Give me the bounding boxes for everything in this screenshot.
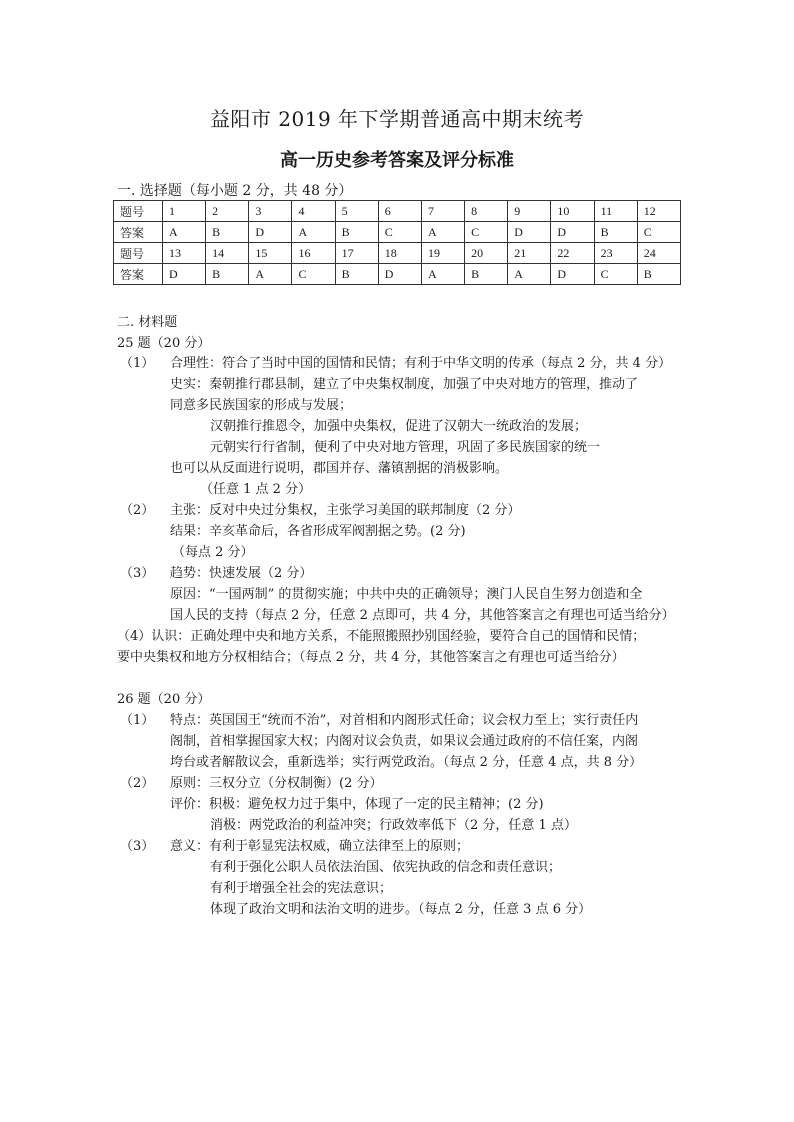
table-cell: D [249,222,292,243]
table-cell: 6 [378,201,421,222]
q26-part1-line: 阁制，首相掌握国家大权；内阁对议会负责，如果议会通过政府的不信任案，内阁 [170,734,639,749]
table-cell: 24 [637,243,680,264]
table-cell: B [465,264,508,285]
table-cell: C [594,264,637,285]
q26-part2-line: 评价：积极：避免权力过于集中，体现了一定的民主精神；(2 分) [170,797,544,812]
table-cell: D [508,222,551,243]
q25-part2-line: （每点 2 分） [172,545,254,560]
table-cell: 2 [206,201,249,222]
table-cell: 14 [206,243,249,264]
table-cell: 18 [378,243,421,264]
q26-part3-line: 有利于增强全社会的宪法意识； [210,881,393,896]
table-cell: A [249,264,292,285]
table-cell: 1 [163,201,206,222]
table-row-question-2 [114,243,681,264]
table-cell: A [292,222,335,243]
table-cell: B [637,264,680,285]
table-cell: 19 [421,243,464,264]
q25-heading: 25 题（20 分） [117,336,211,351]
table-cell: D [551,264,594,285]
table-cell: B [335,222,378,243]
q26-part3-number: （3） [120,839,155,854]
table-cell: 10 [551,201,594,222]
row-label-question: 题号 [114,243,163,264]
q26-heading: 26 题（20 分） [117,692,211,707]
q25-part2-line: 主张：反对中央过分集权，主张学习美国的联邦制度（2 分） [170,503,521,518]
table-cell: 16 [292,243,335,264]
table-cell: 15 [249,243,292,264]
table-cell: 9 [508,201,551,222]
row-label-question: 题号 [114,201,163,222]
q25-part1-line: 合理性：符合了当时中国的国情和民情；有利于中华文明的传承（每点 2 分，共 4 分） [170,356,672,371]
q25-part1-line: 元朝实行行省制，便利了中央对地方管理，巩固了多民族国家的统一 [210,440,601,455]
q26-part3-line: 意义：有利于彰显宪法权威，确立法律至上的原则； [170,839,470,854]
table-cell: 7 [421,201,464,222]
row-label-answer: 答案 [114,264,163,285]
q26-part2-line: 原则：三权分立（分权制衡）(2 分） [170,776,383,791]
table-cell: A [163,222,206,243]
table-cell: C [292,264,335,285]
q26-part1-line: 垮台或者解散议会，重新选举；实行两党政治。（每点 2 分，任意 4 点，共 8 分） [170,755,643,770]
section1-heading: 一. 选择题（每小题 2 分，共 48 分） [117,183,353,199]
table-cell: A [508,264,551,285]
table-cell: C [637,222,680,243]
q25-part1-line: （任意 1 点 2 分） [200,482,312,497]
table-row-answer-2 [114,264,681,285]
q25-part3-line: 国人民的支持（每点 2 分，任意 2 点即可，共 4 分，其他答案言之有理也可适当给分） [170,608,675,623]
q25-part1-line: 也可以从反面进行说明，郡国并存、藩镇割据的消极影响。 [170,461,509,476]
q25-part1-number: （1） [120,356,155,371]
table-cell: D [378,264,421,285]
answer-table [113,200,681,285]
q25-part1-line: 汉朝推行推恩令，加强中央集权，促进了汉朝大一统政治的发展； [210,419,588,434]
table-cell: B [206,222,249,243]
table-cell: B [206,264,249,285]
table-cell: A [421,264,464,285]
table-cell: C [378,222,421,243]
table-cell: D [163,264,206,285]
table-cell: A [421,222,464,243]
q26-part3-line: 体现了政治文明和法治文明的进步。（每点 2 分，任意 3 点 6 分） [210,902,592,917]
q25-part3-line: 趋势：快速发展（2 分） [170,566,313,581]
q26-part1-number: （1） [120,713,155,728]
table-cell: 22 [551,243,594,264]
table-cell: 8 [465,201,508,222]
table-cell: 4 [292,201,335,222]
table-cell: B [335,264,378,285]
q25-part4-line: （4）认识：正确处理中央和地方关系，不能照搬照抄别国经验，要符合自己的国情和民情； [117,629,646,644]
table-cell: 17 [335,243,378,264]
table-cell: 12 [637,201,680,222]
section2-heading: 二. 材料题 [117,315,178,330]
table-cell: 23 [594,243,637,264]
table-cell: D [551,222,594,243]
table-cell: 13 [163,243,206,264]
q26-part2-line: 消极：两党政治的利益冲突；行政效率低下（2 分，任意 1 点） [210,818,577,833]
q26-part3-line: 有利于强化公职人员依法治国、依宪执政的信念和责任意识； [210,860,562,875]
q25-part2-line: 结果：辛亥革命后，各省形成军阀割据之势。(2 分) [170,524,466,539]
row-label-answer: 答案 [114,222,163,243]
q26-part2-number: （2） [120,776,155,791]
q25-part3-line: 原因：“一国两制” 的贯彻实施；中共中央的正确领导；澳门人民自生努力创造和全 [170,587,643,602]
q25-part2-number: （2） [120,503,155,518]
q25-part4-line: 要中央集权和地方分权相结合；（每点 2 分，共 4 分，其他答案言之有理也可适当给分） [117,650,625,665]
table-row-question-1 [114,201,681,222]
table-cell: 20 [465,243,508,264]
q25-part3-number: （3） [120,566,155,581]
page-title: 益阳市 2019 年下学期普通高中期末统考 [209,107,585,131]
table-row-answer-1 [114,222,681,243]
q25-part1-line: 同意多民族国家的形成与发展； [170,398,353,413]
table-cell: C [465,222,508,243]
page-subtitle: 高一历史参考答案及评分标准 [280,150,514,171]
q26-part1-line: 特点：英国国王“统而不治”，对首相和内阁形式任命；议会权力至上；实行责任内 [170,713,639,728]
table-cell: 3 [249,201,292,222]
q25-part1-line: 史实：秦朝推行郡县制，建立了中央集权制度，加强了中央对地方的管理，推动了 [170,377,639,392]
table-cell: 5 [335,201,378,222]
table-cell: B [594,222,637,243]
table-cell: 11 [594,201,637,222]
table-cell: 21 [508,243,551,264]
